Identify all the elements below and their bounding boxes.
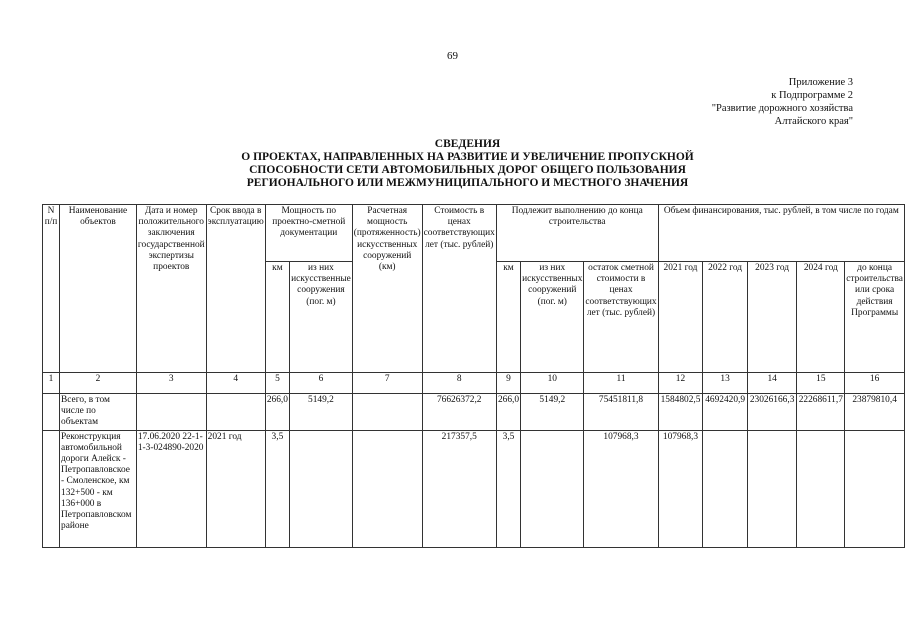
column-number: 11 [584,373,658,394]
cell-name: Всего, в том числе по объектам [60,394,137,431]
cell-2023 [747,430,797,547]
header-capacity-art: из них искусственные сооружения (пог. м) [290,262,353,373]
column-number: 5 [265,373,289,394]
table-row-total [43,394,905,431]
cell-2023: 23026166,3 [747,394,797,431]
cell-rem-art [521,430,584,547]
header-capacity-km: км [265,262,289,373]
projects-table [42,204,905,548]
header-row [43,205,905,262]
cell-num [43,394,60,431]
cell-cap-km: 266,0 [265,394,289,431]
column-number: 14 [747,373,797,394]
column-number: 3 [136,373,206,394]
cell-length [352,430,422,547]
column-number: 12 [658,373,703,394]
appendix-block [712,76,853,128]
header-finance: Объем финансирования, тыс. рублей, в том числе по годам [658,205,904,262]
cell-rem-km: 3,5 [496,430,520,547]
header-rem-art: из них искусственных сооружений (пог. м) [521,262,584,373]
column-number-row [43,373,905,394]
cell-name: Реконструкция автомобильной дороги Алейск - Петропавловское - Смоленское, км 132+500 - км 136+000 в Петропавловском районе [60,430,137,547]
cell-date: 17.06.2020 22-1-1-3-024890-2020 [136,430,206,547]
header-2023: 2023 год [747,262,797,373]
header-rem-cost: остаток сметной стоимости в ценах соответствующих лет (тыс. рублей) [584,262,658,373]
column-number: 2 [60,373,137,394]
cell-rem-art: 5149,2 [521,394,584,431]
cell-2021: 107968,3 [658,430,703,547]
header-name: Наименование объектов [60,205,137,373]
cell-cost: 76626372,2 [422,394,496,431]
column-number: 15 [797,373,845,394]
cell-2022: 4692420,9 [703,394,748,431]
appendix-line: "Развитие дорожного хозяйства [711,103,853,114]
column-number: 6 [290,373,353,394]
header-2024: 2024 год [797,262,845,373]
cell-rem-cost: 75451811,8 [584,394,658,431]
header-date: Дата и номер положительного заключения государственной экспертизы проектов [136,205,206,373]
header-cost: Стоимость в ценах соответствующих лет (тыс. рублей) [422,205,496,373]
cell-num [43,430,60,547]
appendix-line: Приложение 3 [788,77,853,88]
cell-term: 2021 год [206,430,265,547]
column-number: 4 [206,373,265,394]
column-number: 7 [352,373,422,394]
column-number: 8 [422,373,496,394]
header-remaining: Подлежит выполнению до конца строительства [496,205,658,262]
page-number: 69 [447,50,458,62]
cell-2022 [703,430,748,547]
header-num: N п/п [43,205,60,373]
header-term: Срок ввода в эксплуатацию [206,205,265,373]
title-line: РЕГИОНАЛЬНОГО ИЛИ МЕЖМУНИЦИПАЛЬНОГО И МЕСТНОГО ЗНАЧЕНИЯ [246,177,689,189]
cell-cap-art: 5149,2 [290,394,353,431]
cell-cap-art [290,430,353,547]
appendix-line: Алтайского края" [774,116,853,127]
cell-2024 [797,430,845,547]
column-number: 13 [703,373,748,394]
cell-until-end [845,430,905,547]
table-row [43,430,905,547]
header-until-end: до конца строительства или срока действия Программы [845,262,905,373]
cell-date [136,394,206,431]
cell-rem-km: 266,0 [496,394,520,431]
header-length: Расчетная мощность (протяженность) искусственных сооружений (км) [352,205,422,373]
appendix-line: к Подпрограмме 2 [771,90,853,101]
column-number: 1 [43,373,60,394]
header-2021: 2021 год [658,262,703,373]
title-line: СВЕДЕНИЯ [434,138,501,150]
document-title [0,138,905,190]
title-line: О ПРОЕКТАХ, НАПРАВЛЕННЫХ НА РАЗВИТИЕ И УВЕЛИЧЕНИЕ ПРОПУСКНОЙ [241,151,694,163]
cell-cost: 217357,5 [422,430,496,547]
header-rem-km: км [496,262,520,373]
column-number: 16 [845,373,905,394]
cell-2021: 1584802,5 [658,394,703,431]
title-line: СПОСОБНОСТИ СЕТИ АВТОМОБИЛЬНЫХ ДОРОГ ОБЩЕГО ПОЛЬЗОВАНИЯ [249,164,686,176]
cell-2024: 22268611,7 [797,394,845,431]
column-number: 9 [496,373,520,394]
cell-cap-km: 3,5 [265,430,289,547]
column-number: 10 [521,373,584,394]
cell-term [206,394,265,431]
header-2022: 2022 год [703,262,748,373]
cell-until-end: 23879810,4 [845,394,905,431]
cell-length [352,394,422,431]
header-capacity: Мощность по проектно-сметной документации [265,205,352,262]
cell-rem-cost: 107968,3 [584,430,658,547]
